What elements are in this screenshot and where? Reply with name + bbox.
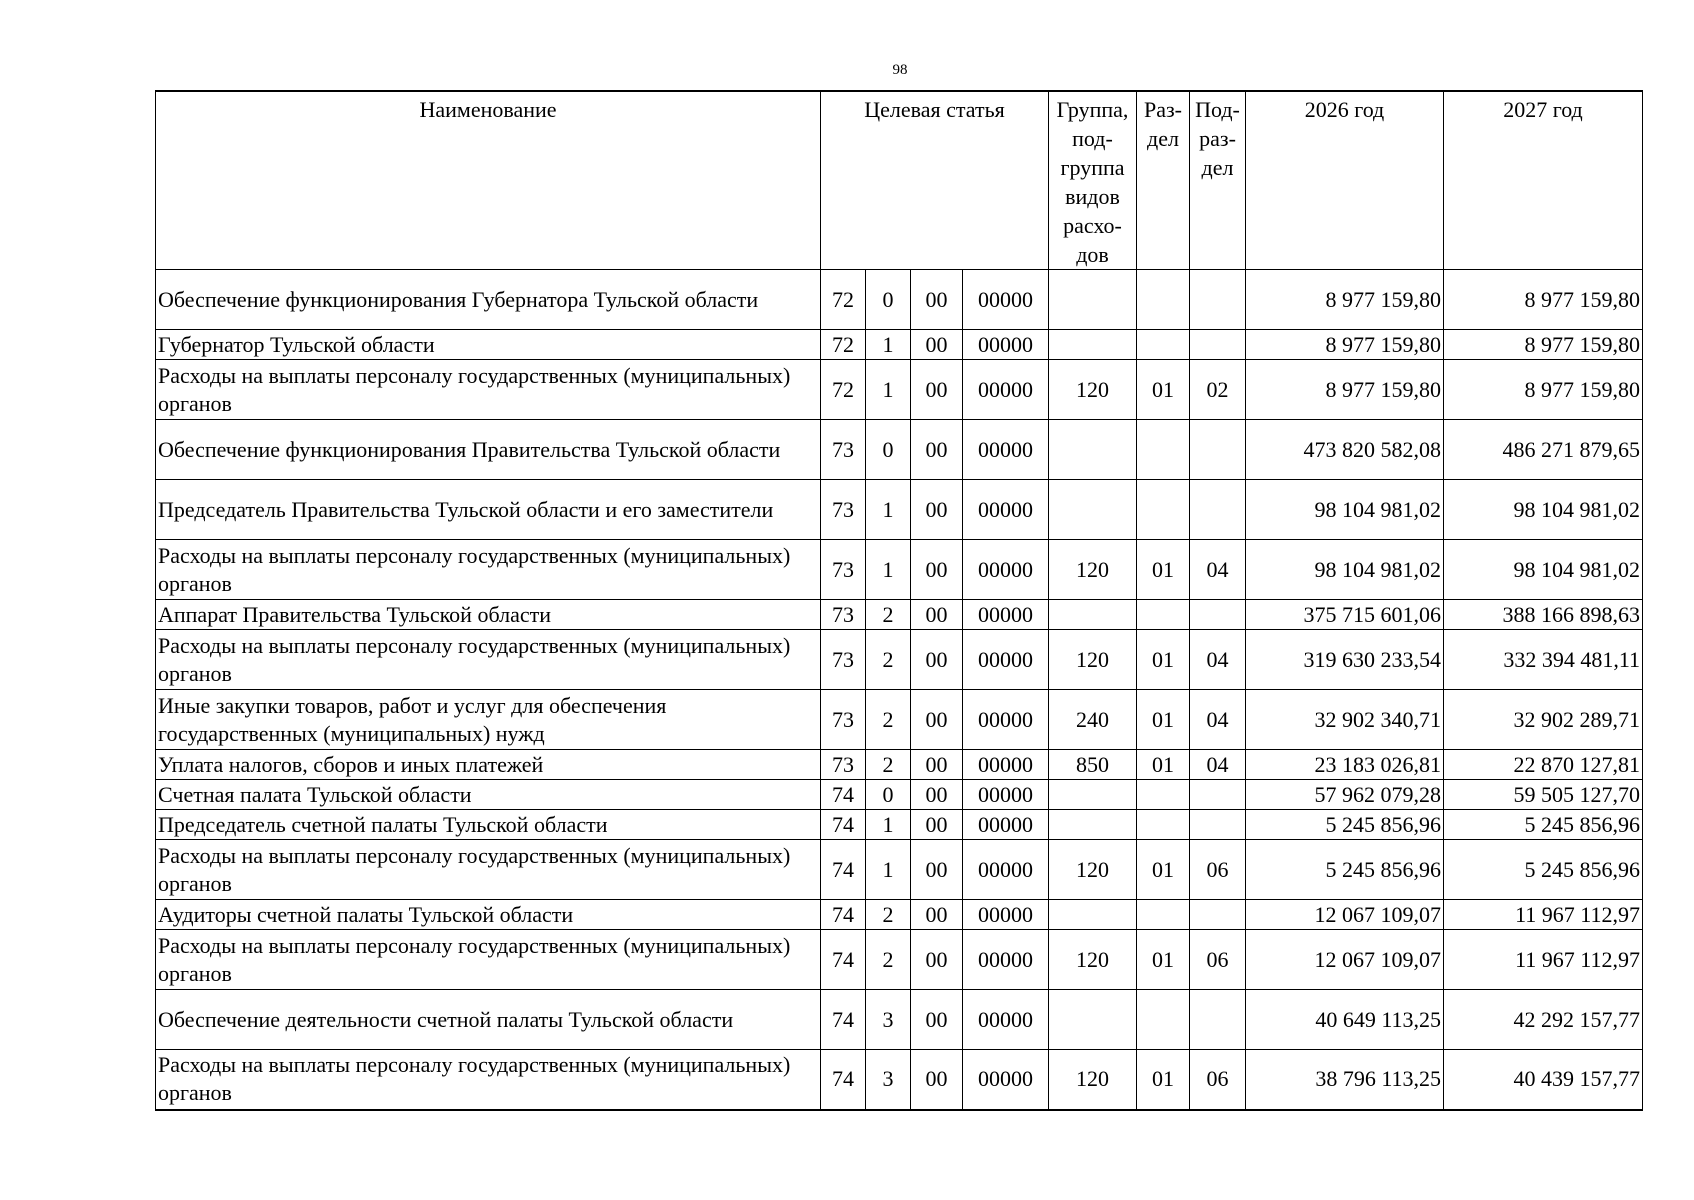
amount-2027: 8 977 159,80 [1444,330,1643,360]
expense-group [1049,600,1137,630]
target-article-subprogram: 0 [866,270,911,330]
target-article-code: 00000 [963,600,1049,630]
target-article-subprogram: 1 [866,330,911,360]
target-article-code: 00000 [963,630,1049,690]
subsection [1190,480,1246,540]
target-article-code: 00000 [963,1050,1049,1110]
expense-group [1049,810,1137,840]
target-article-direction: 00 [911,330,963,360]
target-article-direction: 00 [911,600,963,630]
target-article-program: 72 [821,360,866,420]
target-article-direction: 00 [911,840,963,900]
table-row [156,810,1643,840]
subsection: 04 [1190,750,1246,780]
subsection [1190,990,1246,1050]
section: 01 [1137,930,1190,990]
row-name: Губернатор Тульской области [156,330,821,360]
row-name: Обеспечение деятельности счетной палаты Тульской области [156,990,821,1050]
expense-group: 240 [1049,690,1137,750]
table-body [156,270,1643,1110]
row-name: Расходы на выплаты персоналу государственных (муниципальных) органов [156,840,821,900]
target-article-subprogram: 2 [866,600,911,630]
amount-2026: 8 977 159,80 [1246,360,1444,420]
amount-2026: 319 630 233,54 [1246,630,1444,690]
row-name: Обеспечение функционирования Правительства Тульской области [156,420,821,480]
target-article-code: 00000 [963,480,1049,540]
target-article-direction: 00 [911,780,963,810]
target-article-program: 74 [821,990,866,1050]
subsection [1190,330,1246,360]
header-target-article: Целевая статья [821,91,1049,270]
row-name: Председатель счетной палаты Тульской области [156,810,821,840]
table-row [156,540,1643,600]
target-article-subprogram: 2 [866,900,911,930]
target-article-direction: 00 [911,540,963,600]
expense-group [1049,420,1137,480]
subsection: 04 [1190,630,1246,690]
row-name: Аппарат Правительства Тульской области [156,600,821,630]
amount-2026: 40 649 113,25 [1246,990,1444,1050]
target-article-program: 73 [821,540,866,600]
amount-2027: 42 292 157,77 [1444,990,1643,1050]
amount-2026: 375 715 601,06 [1246,600,1444,630]
target-article-code: 00000 [963,750,1049,780]
row-name: Обеспечение функционирования Губернатора Тульской области [156,270,821,330]
target-article-direction: 00 [911,270,963,330]
target-article-subprogram: 1 [866,360,911,420]
section [1137,330,1190,360]
subsection: 04 [1190,690,1246,750]
row-name: Расходы на выплаты персоналу государственных (муниципальных) органов [156,360,821,420]
expense-group [1049,480,1137,540]
amount-2027: 8 977 159,80 [1444,360,1643,420]
target-article-subprogram: 0 [866,420,911,480]
section: 01 [1137,360,1190,420]
amount-2027: 59 505 127,70 [1444,780,1643,810]
row-name: Расходы на выплаты персоналу государственных (муниципальных) органов [156,1050,821,1110]
expense-group: 850 [1049,750,1137,780]
target-article-code: 00000 [963,360,1049,420]
subsection: 02 [1190,360,1246,420]
subsection: 06 [1190,930,1246,990]
header-section: Раз-дел [1137,91,1190,270]
amount-2026: 57 962 079,28 [1246,780,1444,810]
expense-group: 120 [1049,840,1137,900]
section [1137,780,1190,810]
row-name: Расходы на выплаты персоналу государственных (муниципальных) органов [156,540,821,600]
expense-group [1049,780,1137,810]
amount-2027: 486 271 879,65 [1444,420,1643,480]
section: 01 [1137,750,1190,780]
amount-2026: 5 245 856,96 [1246,810,1444,840]
amount-2026: 12 067 109,07 [1246,900,1444,930]
table-row [156,780,1643,810]
subsection: 06 [1190,840,1246,900]
table-row [156,330,1643,360]
target-article-code: 00000 [963,840,1049,900]
row-name: Счетная палата Тульской области [156,780,821,810]
subsection [1190,900,1246,930]
target-article-direction: 00 [911,930,963,990]
subsection [1190,270,1246,330]
expense-group: 120 [1049,630,1137,690]
target-article-direction: 00 [911,810,963,840]
target-article-subprogram: 3 [866,990,911,1050]
subsection [1190,600,1246,630]
header-2026: 2026 год [1246,91,1444,270]
section [1137,990,1190,1050]
row-name: Расходы на выплаты персоналу государственных (муниципальных) органов [156,630,821,690]
section: 01 [1137,690,1190,750]
target-article-subprogram: 2 [866,930,911,990]
target-article-direction: 00 [911,1050,963,1110]
section: 01 [1137,540,1190,600]
table-row [156,1050,1643,1110]
target-article-code: 00000 [963,420,1049,480]
target-article-subprogram: 1 [866,540,911,600]
target-article-program: 74 [821,780,866,810]
section [1137,810,1190,840]
section [1137,900,1190,930]
amount-2027: 332 394 481,11 [1444,630,1643,690]
header-2027: 2027 год [1444,91,1643,270]
row-name: Расходы на выплаты персоналу государственных (муниципальных) органов [156,930,821,990]
subsection [1190,780,1246,810]
target-article-direction: 00 [911,900,963,930]
expense-group [1049,900,1137,930]
section: 01 [1137,630,1190,690]
target-article-code: 00000 [963,690,1049,750]
expense-group: 120 [1049,930,1137,990]
target-article-direction: 00 [911,360,963,420]
amount-2026: 32 902 340,71 [1246,690,1444,750]
target-article-subprogram: 3 [866,1050,911,1110]
header-name: Наименование [156,91,821,270]
subsection [1190,810,1246,840]
expense-group: 120 [1049,1050,1137,1110]
row-name: Аудиторы счетной палаты Тульской области [156,900,821,930]
amount-2027: 8 977 159,80 [1444,270,1643,330]
target-article-direction: 00 [911,990,963,1050]
expense-group [1049,270,1137,330]
target-article-direction: 00 [911,630,963,690]
budget-table [155,90,1643,1111]
target-article-program: 74 [821,900,866,930]
table-row [156,690,1643,750]
section: 01 [1137,1050,1190,1110]
amount-2027: 40 439 157,77 [1444,1050,1643,1110]
target-article-direction: 00 [911,420,963,480]
expense-group: 120 [1049,540,1137,600]
table-row [156,630,1643,690]
target-article-code: 00000 [963,930,1049,990]
table-row [156,930,1643,990]
amount-2026: 38 796 113,25 [1246,1050,1444,1110]
target-article-program: 73 [821,690,866,750]
amount-2027: 98 104 981,02 [1444,540,1643,600]
target-article-code: 00000 [963,540,1049,600]
target-article-code: 00000 [963,330,1049,360]
table-row [156,840,1643,900]
target-article-program: 73 [821,750,866,780]
section [1137,480,1190,540]
target-article-code: 00000 [963,900,1049,930]
amount-2026: 98 104 981,02 [1246,480,1444,540]
row-name: Председатель Правительства Тульской области и его заместители [156,480,821,540]
section: 01 [1137,840,1190,900]
subsection: 06 [1190,1050,1246,1110]
table-row [156,270,1643,330]
table-row [156,900,1643,930]
target-article-program: 74 [821,810,866,840]
target-article-code: 00000 [963,780,1049,810]
amount-2027: 32 902 289,71 [1444,690,1643,750]
subsection: 04 [1190,540,1246,600]
subsection [1190,420,1246,480]
target-article-subprogram: 1 [866,480,911,540]
target-article-program: 73 [821,600,866,630]
amount-2026: 8 977 159,80 [1246,270,1444,330]
amount-2026: 23 183 026,81 [1246,750,1444,780]
amount-2026: 5 245 856,96 [1246,840,1444,900]
target-article-program: 74 [821,840,866,900]
table-row [156,420,1643,480]
target-article-direction: 00 [911,480,963,540]
target-article-program: 72 [821,330,866,360]
target-article-program: 73 [821,420,866,480]
header-row [156,91,1643,270]
table-row [156,990,1643,1050]
amount-2027: 11 967 112,97 [1444,930,1643,990]
expense-group [1049,330,1137,360]
amount-2027: 98 104 981,02 [1444,480,1643,540]
target-article-code: 00000 [963,270,1049,330]
target-article-subprogram: 1 [866,840,911,900]
section [1137,600,1190,630]
table-row [156,480,1643,540]
expense-group [1049,990,1137,1050]
section [1137,420,1190,480]
target-article-direction: 00 [911,750,963,780]
amount-2027: 5 245 856,96 [1444,810,1643,840]
target-article-program: 73 [821,480,866,540]
row-name: Иные закупки товаров, работ и услуг для обеспечения государственных (муниципальных) нужд [156,690,821,750]
table-row [156,750,1643,780]
table-row [156,600,1643,630]
amount-2027: 5 245 856,96 [1444,840,1643,900]
target-article-direction: 00 [911,690,963,750]
target-article-subprogram: 2 [866,690,911,750]
target-article-subprogram: 2 [866,750,911,780]
expense-group: 120 [1049,360,1137,420]
amount-2026: 98 104 981,02 [1246,540,1444,600]
target-article-code: 00000 [963,990,1049,1050]
section [1137,270,1190,330]
amount-2026: 8 977 159,80 [1246,330,1444,360]
target-article-program: 74 [821,930,866,990]
page-number: 98 [892,62,908,78]
amount-2027: 388 166 898,63 [1444,600,1643,630]
target-article-subprogram: 2 [866,630,911,690]
target-article-code: 00000 [963,810,1049,840]
target-article-program: 73 [821,630,866,690]
amount-2027: 22 870 127,81 [1444,750,1643,780]
target-article-subprogram: 0 [866,780,911,810]
header-subsection: Под-раз-дел [1190,91,1246,270]
target-article-program: 72 [821,270,866,330]
header-group: Группа, под-группа видов расхо-дов [1049,91,1137,270]
amount-2026: 12 067 109,07 [1246,930,1444,990]
target-article-subprogram: 1 [866,810,911,840]
amount-2027: 11 967 112,97 [1444,900,1643,930]
row-name: Уплата налогов, сборов и иных платежей [156,750,821,780]
amount-2026: 473 820 582,08 [1246,420,1444,480]
table-row [156,360,1643,420]
target-article-program: 74 [821,1050,866,1110]
